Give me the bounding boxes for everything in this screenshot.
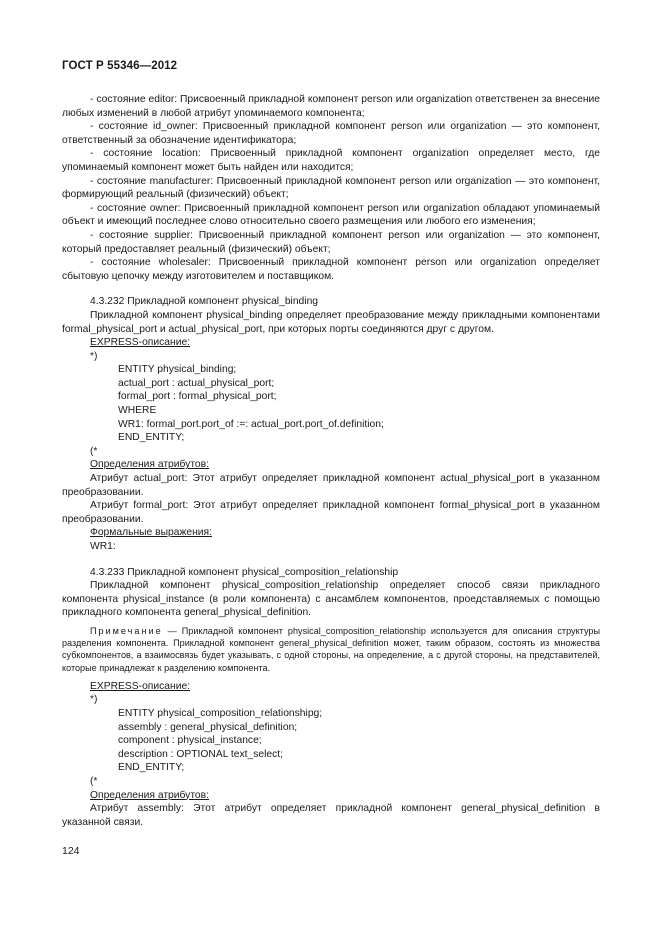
formal-expression-wr1: WR1:: [90, 541, 116, 552]
express-code-block: [118, 707, 600, 775]
state-item-location: - состояние location: Присвоенный прикладной компонент organization определяет место, где упоминаемый компонент может быть найден или находится;: [62, 148, 600, 173]
code-line: WR1: formal_port.port_of :=: actual_port.port_of.definition;: [118, 418, 384, 430]
code-line: ENTITY physical_binding;: [118, 364, 237, 376]
attr-definitions-label: Определения атрибутов:: [90, 789, 209, 801]
code-line: assembly : general_physical_definition;: [118, 721, 298, 733]
section-intro: Прикладной компонент physical_composition_relationship определяет способ связи прикладного компонента physical_instance (в роли компонента) с ансамблем компонентов, проедставляемых с помощью прикладного компонента general_physical_definition.: [62, 580, 600, 619]
code-line: description : OPTIONAL text_select;: [118, 748, 284, 760]
state-item-id-owner: - состояние id_owner: Присвоенный прикладной компонент person или organization — это компонент, ответственный за обозначение идентификатора;: [62, 121, 600, 146]
attr-actual-port: Атрибут actual_port: Этот атрибут определяет прикладной компонент actual_physical_port в указанном преобразовании.: [62, 473, 600, 498]
express-label: EXPRESS-описание:: [90, 680, 191, 692]
express-code-block: [118, 363, 600, 445]
state-item-supplier: - состояние supplier: Присвоенный прикладной компонент person или organization — это компонент, который предоставляет реальный (физический) объект;: [62, 229, 600, 255]
code-open-marker: *): [90, 694, 98, 706]
page-number: 124: [62, 845, 80, 857]
note-text: — Прикладной компонент physical_composition_relationship используется для описания структуры разделения компонента. Прикладной компонент general_physical_definition может, таким образом, состоять из множества субкомпонентов, а взаимосвязь будет указывать, с одной стороны, на определение, а с другой стороны, на представителей, которые принадлежат к разделению компонента.: [62, 625, 600, 673]
code-line: END_ENTITY;: [118, 762, 185, 774]
note-label: Примечание: [90, 625, 163, 636]
state-item-editor: - состояние editor: Присвоенный прикладной компонент person или organization ответственен за внесение любых изменений в любой атрибут упоминаемого компонента;: [62, 94, 600, 119]
attr-formal-port: Атрибут formal_port: Этот атрибут определяет прикладной компонент formal_physical_port в указанном преобразовании.: [62, 500, 600, 525]
state-item-owner: - состояние owner: Присвоенный прикладной компонент person или organization обладают упоминаемый объект и имеющий последнее слово относительно своего размещения или любого его изменения;: [62, 202, 600, 228]
standard-header: ГОСТ Р 55346—2012: [62, 60, 178, 72]
code-line: actual_port : actual_physical_port;: [118, 377, 275, 389]
attr-assembly: Атрибут assembly: Этот атрибут определяет прикладной компонент general_physical_definition в указанной связи.: [62, 803, 600, 828]
state-item-wholesaler: - состояние wholesaler: Присвоенный прикладной компонент person или organization определяет сбытовую цепочку между изготовителем и поставщиком.: [62, 257, 600, 282]
code-line: ENTITY physical_composition_relationshipg;: [118, 707, 323, 719]
section-heading-composition-relationship: 4.3.233 Прикладной компонент physical_composition_relationship: [90, 566, 399, 578]
code-line: formal_port : formal_physical_port;: [118, 391, 277, 403]
code-close-marker: (*: [90, 775, 98, 787]
state-item-manufacturer: - состояние manufacturer: Присвоенный прикладной компонент person или organization — это компонент, формирующий реальный (физический) объект;: [62, 175, 600, 201]
code-line: END_ENTITY;: [118, 432, 185, 444]
code-line: component : physical_instance;: [118, 735, 262, 747]
code-close-marker: (*: [90, 445, 98, 457]
formal-expressions-label: Формальные выражения:: [90, 527, 212, 539]
code-line: WHERE: [118, 405, 157, 417]
express-label: EXPRESS-описание:: [90, 337, 191, 349]
page-body: [62, 93, 600, 829]
section-heading-physical-binding: 4.3.232 Прикладной компонент physical_binding: [90, 296, 319, 308]
code-open-marker: *): [90, 350, 98, 362]
attr-definitions-label: Определения атрибутов:: [90, 459, 209, 471]
section-intro: Прикладной компонент physical_binding определяет преобразование между прикладными компонентами formal_physical_port и actual_physical_port, при которых порты соединяются друг с другом.: [62, 309, 600, 335]
note-paragraph: [62, 625, 600, 674]
